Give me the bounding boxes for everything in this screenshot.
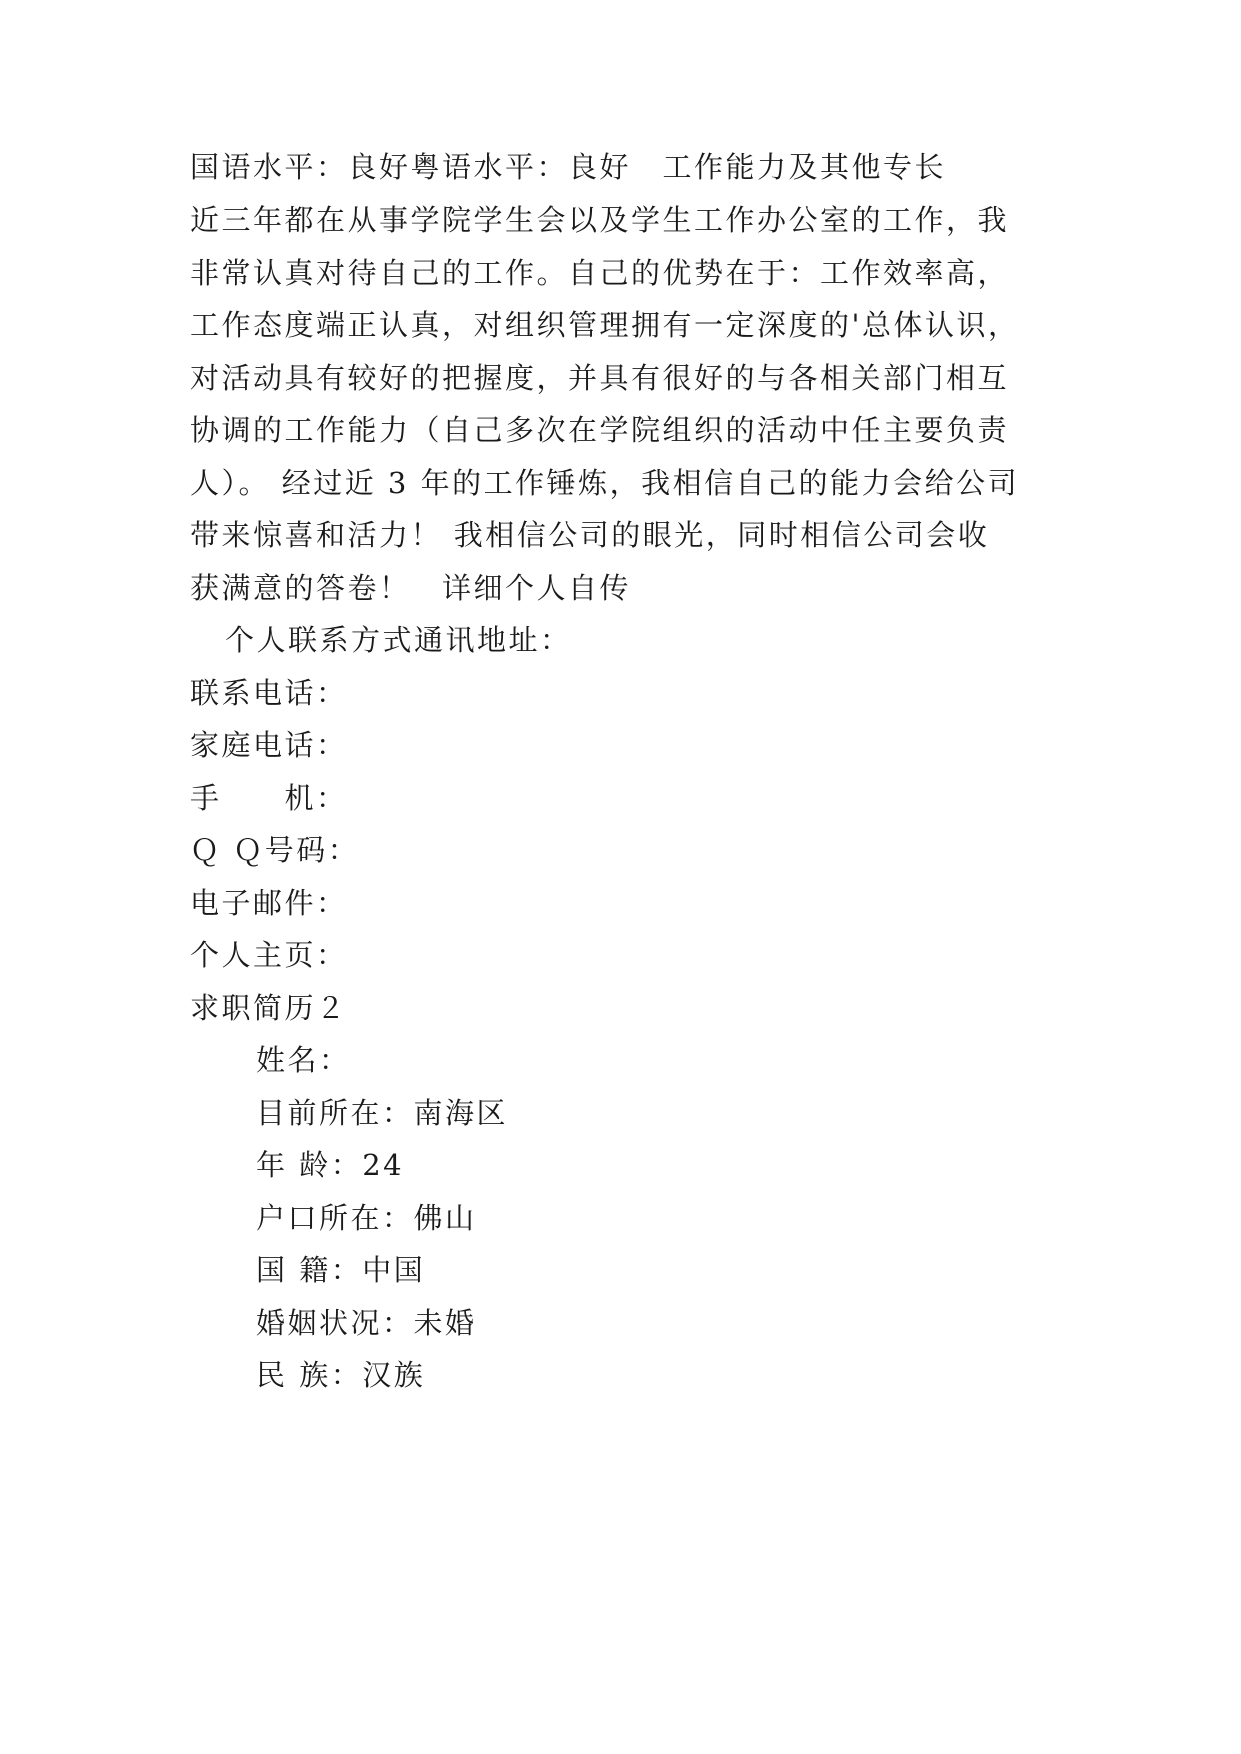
paragraph-line-6: 协调的工作能力（自己多次在学院组织的活动中任主要负责 bbox=[190, 413, 1010, 447]
contact-heading: 个人联系方式通讯地址： bbox=[225, 623, 572, 657]
paragraph-line-5: 对活动具有较好的把握度，并具有很好的与各相关部门相互 bbox=[190, 361, 1010, 395]
contact-qq-label: Ｑ Ｑ号码： bbox=[190, 833, 360, 867]
paragraph-line-2: 近三年都在从事学院学生会以及学生工作办公室的工作，我 bbox=[190, 203, 1010, 237]
resume2-ethnicity: 民 族：汉族 bbox=[256, 1358, 426, 1392]
resume2-age: 年 龄：24 bbox=[256, 1148, 405, 1182]
contact-homepage-label: 个人主页： bbox=[190, 938, 348, 972]
paragraph-line-9: 获满意的答卷！ 详细个人自传 bbox=[190, 571, 632, 605]
contact-email-label: 电子邮件： bbox=[190, 886, 348, 920]
contact-mobile-label: 手 机： bbox=[190, 781, 348, 815]
resume2-name: 姓名： bbox=[256, 1043, 351, 1077]
paragraph-line-3: 非常认真对待自己的工作。自己的优势在于：工作效率高， bbox=[190, 256, 1010, 290]
paragraph-line-4: 工作态度端正认真，对组织管理拥有一定深度的'总体认识， bbox=[190, 308, 1020, 342]
resume2-location: 目前所在：南海区 bbox=[256, 1096, 509, 1130]
resume2-hukou: 户口所在：佛山 bbox=[256, 1201, 477, 1235]
paragraph-line-7: 人）。 经过近 3 年的工作锤炼，我相信自己的能力会给公司 bbox=[190, 466, 1020, 500]
resume2-title: 求职简历２ bbox=[190, 991, 348, 1025]
resume2-marital: 婚姻状况：未婚 bbox=[256, 1306, 477, 1340]
paragraph-line-8: 带来惊喜和活力！ 我相信公司的眼光，同时相信公司会收 bbox=[190, 518, 990, 552]
resume2-nationality: 国 籍：中国 bbox=[256, 1253, 426, 1287]
contact-home-phone-label: 家庭电话： bbox=[190, 728, 348, 762]
contact-phone-label: 联系电话： bbox=[190, 676, 348, 710]
paragraph-line-1: 国语水平：良好粤语水平：良好 工作能力及其他专长 bbox=[190, 150, 947, 184]
